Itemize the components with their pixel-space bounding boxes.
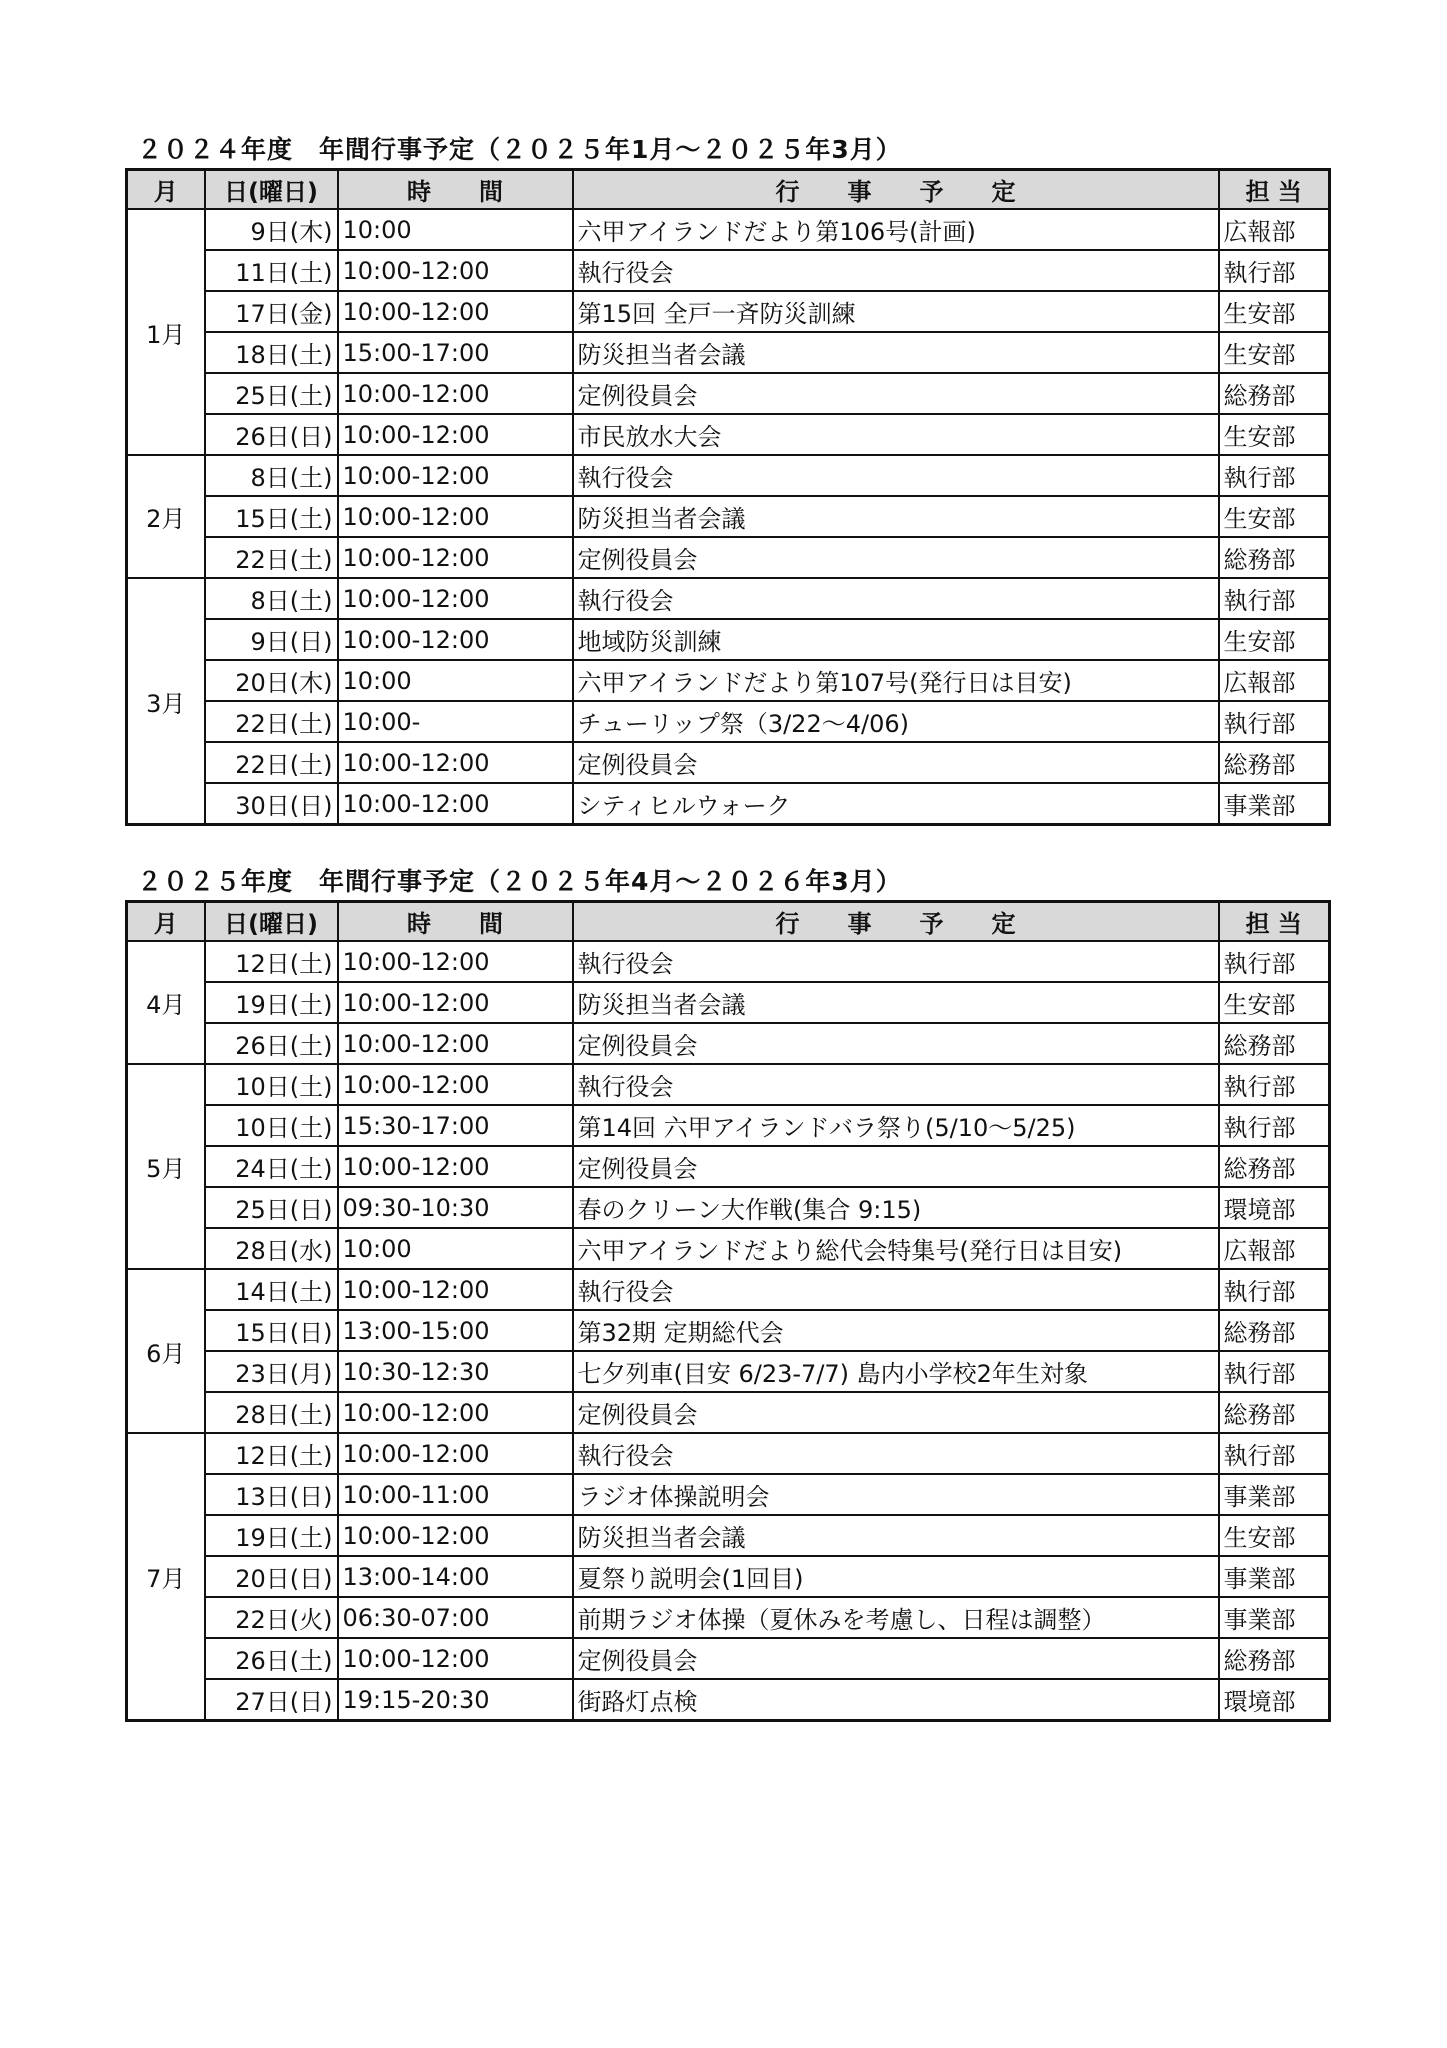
table-row <box>127 332 1330 373</box>
time-cell: 15:00-17:00 <box>338 332 573 373</box>
time-cell: 10:00-12:00 <box>338 496 573 537</box>
time-cell: 13:00-14:00 <box>338 1556 573 1597</box>
date-cell: 15日(土) <box>205 496 338 537</box>
event-cell: 定例役員会 <box>573 373 1219 414</box>
table-row <box>127 1187 1330 1228</box>
dept-cell: 執行部 <box>1219 455 1330 496</box>
header-time: 時 間 <box>338 902 573 942</box>
table-row <box>127 1351 1330 1392</box>
table-row <box>127 209 1330 250</box>
event-cell: 市民放水大会 <box>573 414 1219 455</box>
time-cell: 06:30-07:00 <box>338 1597 573 1638</box>
table-row <box>127 1310 1330 1351</box>
date-cell: 22日(土) <box>205 537 338 578</box>
dept-cell: 生安部 <box>1219 332 1330 373</box>
header-time: 時 間 <box>338 170 573 210</box>
event-cell: シティヒルウォーク <box>573 783 1219 825</box>
date-cell: 17日(金) <box>205 291 338 332</box>
time-cell: 10:00-12:00 <box>338 941 573 982</box>
event-cell: 執行役会 <box>573 1269 1219 1310</box>
dept-cell: 事業部 <box>1219 1474 1330 1515</box>
event-cell: 定例役員会 <box>573 1392 1219 1433</box>
event-cell: 防災担当者会議 <box>573 332 1219 373</box>
date-cell: 15日(日) <box>205 1310 338 1351</box>
event-cell: チューリップ祭（3/22～4/06) <box>573 701 1219 742</box>
time-cell: 10:00-12:00 <box>338 1146 573 1187</box>
date-cell: 9日(木) <box>205 209 338 250</box>
dept-cell: 総務部 <box>1219 1146 1330 1187</box>
table-row <box>127 982 1330 1023</box>
dept-cell: 執行部 <box>1219 250 1330 291</box>
dept-cell: 生安部 <box>1219 1515 1330 1556</box>
date-cell: 30日(日) <box>205 783 338 825</box>
time-cell: 10:00-12:00 <box>338 537 573 578</box>
date-cell: 19日(土) <box>205 982 338 1023</box>
event-cell: 防災担当者会議 <box>573 496 1219 537</box>
date-cell: 10日(土) <box>205 1064 338 1105</box>
time-cell: 10:00-12:00 <box>338 619 573 660</box>
event-cell: 六甲アイランドだより第107号(発行日は目安) <box>573 660 1219 701</box>
month-cell: 6月 <box>127 1269 205 1433</box>
event-cell: 定例役員会 <box>573 1146 1219 1187</box>
dept-cell: 事業部 <box>1219 1597 1330 1638</box>
event-cell: 執行役会 <box>573 1064 1219 1105</box>
date-cell: 26日(土) <box>205 1023 338 1064</box>
event-cell: 夏祭り説明会(1回目) <box>573 1556 1219 1597</box>
table-row <box>127 578 1330 619</box>
time-cell: 10:00-11:00 <box>338 1474 573 1515</box>
date-cell: 20日(木) <box>205 660 338 701</box>
dept-cell: 広報部 <box>1219 209 1330 250</box>
table-row <box>127 414 1330 455</box>
event-cell: 定例役員会 <box>573 1023 1219 1064</box>
table-row <box>127 1105 1330 1146</box>
event-cell: 第15回 全戸一斉防災訓練 <box>573 291 1219 332</box>
header-event: 行 事 予 定 <box>573 902 1219 942</box>
table-row <box>127 1638 1330 1679</box>
dept-cell: 執行部 <box>1219 1433 1330 1474</box>
time-cell: 10:00- <box>338 701 573 742</box>
table-row <box>127 537 1330 578</box>
time-cell: 10:00-12:00 <box>338 373 573 414</box>
table-row <box>127 1228 1330 1269</box>
date-cell: 14日(土) <box>205 1269 338 1310</box>
table-row <box>127 1023 1330 1064</box>
time-cell: 10:00-12:00 <box>338 1064 573 1105</box>
section-title: ２０２５年度 年間行事予定（２０２５年4月～２０２６年3月） <box>137 867 902 896</box>
time-cell: 10:00-12:00 <box>338 1433 573 1474</box>
date-cell: 27日(日) <box>205 1679 338 1721</box>
date-cell: 23日(月) <box>205 1351 338 1392</box>
dept-cell: 事業部 <box>1219 783 1330 825</box>
date-cell: 8日(土) <box>205 455 338 496</box>
header-row <box>127 170 1330 210</box>
month-cell: 7月 <box>127 1433 205 1721</box>
table-row <box>127 1556 1330 1597</box>
date-cell: 28日(水) <box>205 1228 338 1269</box>
schedule-section-2025 <box>125 864 1328 1722</box>
header-row <box>127 902 1330 942</box>
dept-cell: 執行部 <box>1219 1269 1330 1310</box>
event-cell: 街路灯点検 <box>573 1679 1219 1721</box>
dept-cell: 環境部 <box>1219 1187 1330 1228</box>
time-cell: 10:00-12:00 <box>338 1392 573 1433</box>
dept-cell: 広報部 <box>1219 1228 1330 1269</box>
date-cell: 8日(土) <box>205 578 338 619</box>
date-cell: 28日(土) <box>205 1392 338 1433</box>
table-row <box>127 701 1330 742</box>
event-cell: 六甲アイランドだより総代会特集号(発行日は目安) <box>573 1228 1219 1269</box>
event-cell: 春のクリーン大作戦(集合 9:15) <box>573 1187 1219 1228</box>
time-cell: 10:00 <box>338 660 573 701</box>
dept-cell: 生安部 <box>1219 496 1330 537</box>
header-month: 月 <box>127 170 205 210</box>
dept-cell: 総務部 <box>1219 537 1330 578</box>
time-cell: 10:00-12:00 <box>338 742 573 783</box>
month-cell: 5月 <box>127 1064 205 1269</box>
schedule-table <box>125 168 1331 826</box>
dept-cell: 総務部 <box>1219 1023 1330 1064</box>
time-cell: 10:00-12:00 <box>338 1269 573 1310</box>
event-cell: 執行役会 <box>573 1433 1219 1474</box>
event-cell: 定例役員会 <box>573 1638 1219 1679</box>
dept-cell: 執行部 <box>1219 1064 1330 1105</box>
time-cell: 10:00-12:00 <box>338 1638 573 1679</box>
table-row <box>127 250 1330 291</box>
date-cell: 19日(土) <box>205 1515 338 1556</box>
dept-cell: 生安部 <box>1219 291 1330 332</box>
dept-cell: 事業部 <box>1219 1556 1330 1597</box>
event-cell: 防災担当者会議 <box>573 1515 1219 1556</box>
dept-cell: 総務部 <box>1219 1392 1330 1433</box>
date-cell: 9日(日) <box>205 619 338 660</box>
event-cell: 防災担当者会議 <box>573 982 1219 1023</box>
time-cell: 09:30-10:30 <box>338 1187 573 1228</box>
table-row <box>127 619 1330 660</box>
table-row <box>127 1146 1330 1187</box>
header-dept: 担 当 <box>1219 902 1330 942</box>
header-date: 日(曜日) <box>205 170 338 210</box>
time-cell: 10:00-12:00 <box>338 1023 573 1064</box>
event-cell: 定例役員会 <box>573 742 1219 783</box>
date-cell: 10日(土) <box>205 1105 338 1146</box>
month-cell: 2月 <box>127 455 205 578</box>
time-cell: 10:00-12:00 <box>338 578 573 619</box>
section-title: ２０２４年度 年間行事予定（２０２５年1月～２０２５年3月） <box>137 135 902 164</box>
header-event: 行 事 予 定 <box>573 170 1219 210</box>
table-row <box>127 1515 1330 1556</box>
event-cell: 第14回 六甲アイランドバラ祭り(5/10～5/25) <box>573 1105 1219 1146</box>
event-cell: 地域防災訓練 <box>573 619 1219 660</box>
schedule-section-2024 <box>125 132 1328 826</box>
header-dept: 担 当 <box>1219 170 1330 210</box>
date-cell: 13日(日) <box>205 1474 338 1515</box>
month-cell: 3月 <box>127 578 205 825</box>
date-cell: 26日(日) <box>205 414 338 455</box>
dept-cell: 総務部 <box>1219 1638 1330 1679</box>
month-cell: 1月 <box>127 209 205 455</box>
header-month: 月 <box>127 902 205 942</box>
time-cell: 10:00-12:00 <box>338 291 573 332</box>
date-cell: 25日(土) <box>205 373 338 414</box>
time-cell: 10:00-12:00 <box>338 250 573 291</box>
dept-cell: 生安部 <box>1219 414 1330 455</box>
time-cell: 15:30-17:00 <box>338 1105 573 1146</box>
time-cell: 10:30-12:30 <box>338 1351 573 1392</box>
event-cell: ラジオ体操説明会 <box>573 1474 1219 1515</box>
table-row <box>127 941 1330 982</box>
dept-cell: 生安部 <box>1219 619 1330 660</box>
time-cell: 10:00-12:00 <box>338 414 573 455</box>
event-cell: 前期ラジオ体操（夏休みを考慮し、日程は調整） <box>573 1597 1219 1638</box>
table-row <box>127 455 1330 496</box>
dept-cell: 総務部 <box>1219 742 1330 783</box>
time-cell: 10:00-12:00 <box>338 1515 573 1556</box>
event-cell: 執行役会 <box>573 455 1219 496</box>
dept-cell: 生安部 <box>1219 982 1330 1023</box>
table-row <box>127 1679 1330 1721</box>
dept-cell: 執行部 <box>1219 701 1330 742</box>
table-row <box>127 373 1330 414</box>
table-row <box>127 1597 1330 1638</box>
dept-cell: 総務部 <box>1219 1310 1330 1351</box>
time-cell: 13:00-15:00 <box>338 1310 573 1351</box>
event-cell: 第32期 定期総代会 <box>573 1310 1219 1351</box>
event-cell: 定例役員会 <box>573 537 1219 578</box>
date-cell: 18日(土) <box>205 332 338 373</box>
date-cell: 22日(火) <box>205 1597 338 1638</box>
date-cell: 22日(土) <box>205 701 338 742</box>
date-cell: 26日(土) <box>205 1638 338 1679</box>
dept-cell: 執行部 <box>1219 941 1330 982</box>
month-cell: 4月 <box>127 941 205 1064</box>
dept-cell: 執行部 <box>1219 578 1330 619</box>
table-row <box>127 783 1330 825</box>
date-cell: 11日(土) <box>205 250 338 291</box>
event-cell: 執行役会 <box>573 941 1219 982</box>
dept-cell: 広報部 <box>1219 660 1330 701</box>
date-cell: 20日(日) <box>205 1556 338 1597</box>
event-cell: 執行役会 <box>573 250 1219 291</box>
dept-cell: 執行部 <box>1219 1105 1330 1146</box>
time-cell: 10:00-12:00 <box>338 455 573 496</box>
date-cell: 22日(土) <box>205 742 338 783</box>
time-cell: 10:00-12:00 <box>338 783 573 825</box>
table-row <box>127 291 1330 332</box>
date-cell: 25日(日) <box>205 1187 338 1228</box>
dept-cell: 執行部 <box>1219 1351 1330 1392</box>
table-row <box>127 1474 1330 1515</box>
event-cell: 六甲アイランドだより第106号(計画) <box>573 209 1219 250</box>
schedule-table <box>125 900 1331 1722</box>
table-row <box>127 496 1330 537</box>
time-cell: 10:00-12:00 <box>338 982 573 1023</box>
table-row <box>127 1392 1330 1433</box>
date-cell: 24日(土) <box>205 1146 338 1187</box>
table-row <box>127 660 1330 701</box>
header-date: 日(曜日) <box>205 902 338 942</box>
date-cell: 12日(土) <box>205 941 338 982</box>
event-cell: 七夕列車(目安 6/23-7/7) 島内小学校2年生対象 <box>573 1351 1219 1392</box>
dept-cell: 総務部 <box>1219 373 1330 414</box>
time-cell: 19:15-20:30 <box>338 1679 573 1721</box>
table-row <box>127 1433 1330 1474</box>
event-cell: 執行役会 <box>573 578 1219 619</box>
table-row <box>127 742 1330 783</box>
table-row <box>127 1064 1330 1105</box>
dept-cell: 環境部 <box>1219 1679 1330 1721</box>
time-cell: 10:00 <box>338 1228 573 1269</box>
time-cell: 10:00 <box>338 209 573 250</box>
table-row <box>127 1269 1330 1310</box>
date-cell: 12日(土) <box>205 1433 338 1474</box>
